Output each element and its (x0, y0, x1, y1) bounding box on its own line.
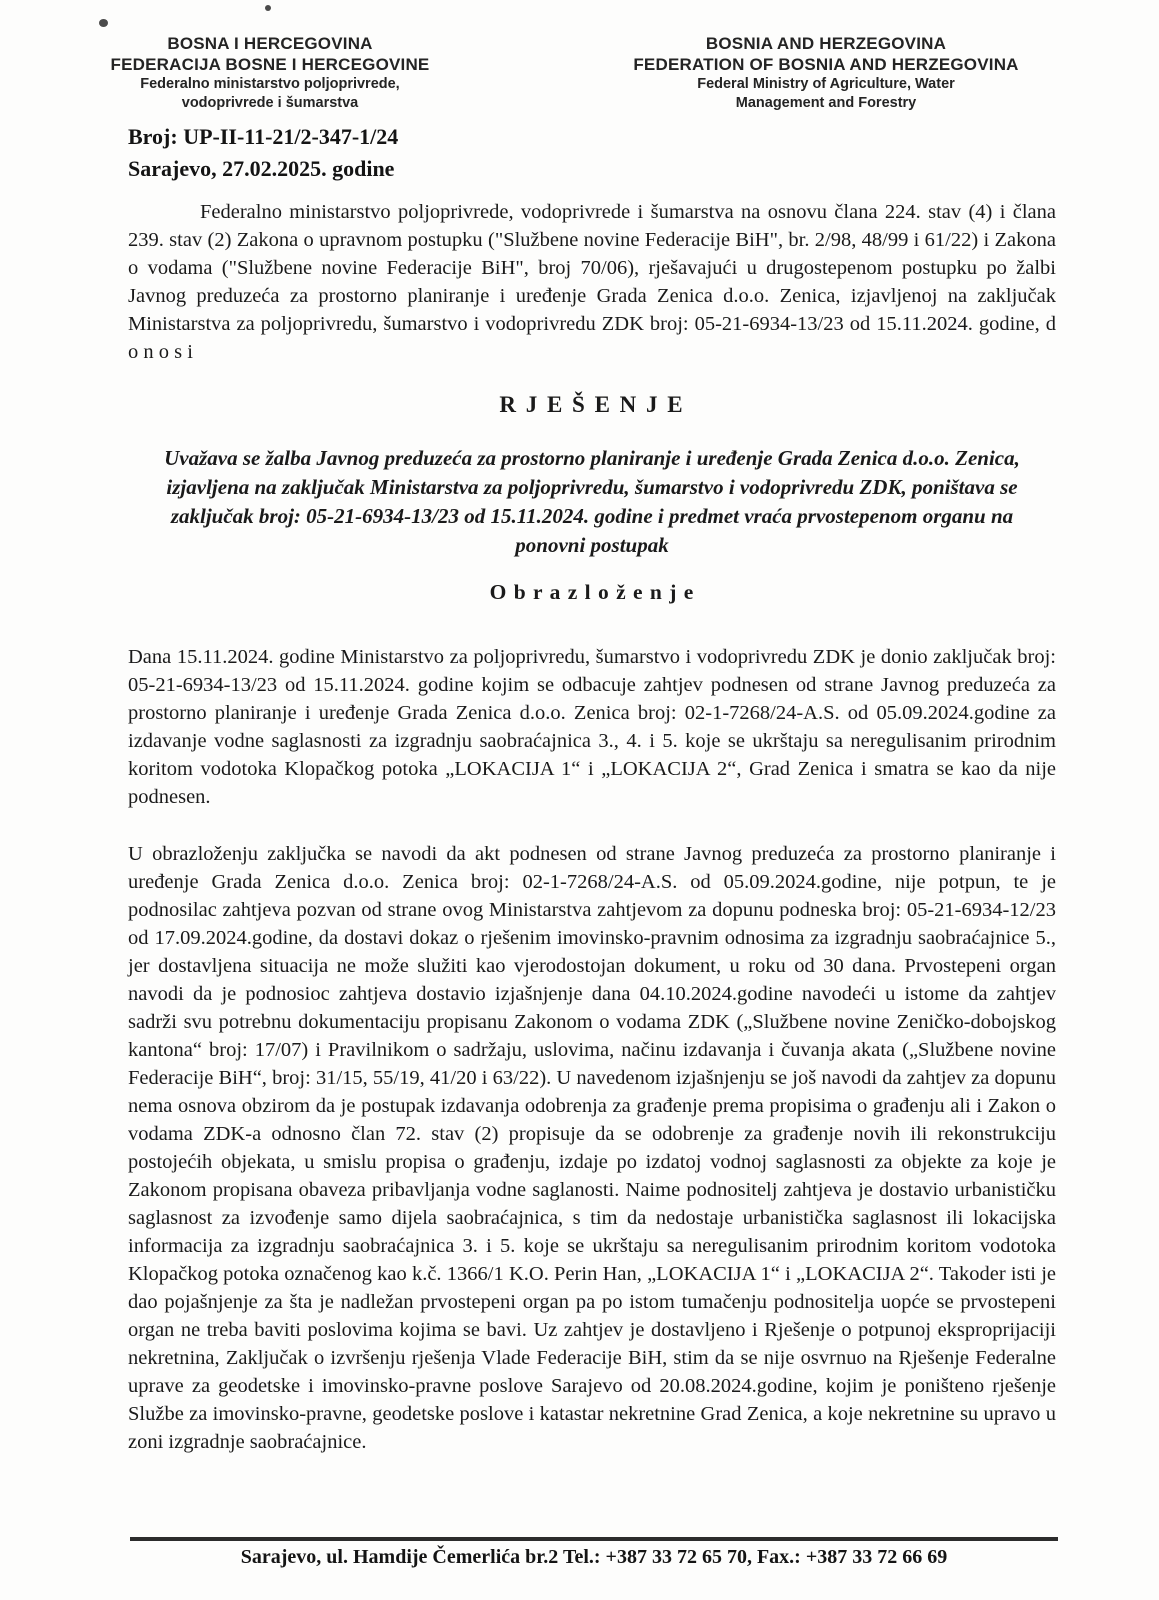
letterhead-ministry-bs-1: Federalno ministarstvo poljoprivrede, (140, 76, 400, 92)
explanation-paragraph-1 (128, 643, 1056, 811)
letterhead-federation-bs: FEDERACIJA BOSNE I HERCEGOVINE (110, 55, 430, 74)
letterhead-bosnian (70, 33, 470, 113)
explanation-paragraph-2 (128, 840, 1056, 1456)
intro-paragraph (128, 198, 1056, 366)
letterhead-ministry-en-1: Federal Ministry of Agriculture, Water (697, 76, 955, 92)
place-date-line: Sarajevo, 27.02.2025. godine (128, 156, 395, 181)
letterhead-english (622, 33, 1030, 113)
explanation-heading: O b r a z l o ž e n j e (489, 580, 695, 604)
footer-divider (130, 1537, 1058, 1541)
letterhead-country-en: BOSNIA AND HERZEGOVINA (705, 34, 947, 53)
case-number-line: Broj: UP-II-11-21/2-347-1/24 (128, 124, 399, 149)
letterhead-country-bs: BOSNA I HERCEGOVINA (167, 34, 373, 53)
scan-speck (99, 19, 108, 27)
scan-speck (265, 5, 271, 11)
explanation-paragraph-2-text: U obrazloženju zaključka se navodi da akt podnesen od strane Javnog preduzeća za prostorno planiranje i uređenje Grada Zenica d.o.o. Zenica broj: 02-1-7268/24-A.S. od 05.09.2024.godine, nije potpun, te je podnosilac zahtjeva pozvan od strane ovog Ministarstva zahtjevom za dopunu podneska broj: 05-21-6934-12/23 od 17.09.2024.godine, da dostavi dokaz o rješenim imovinsko-pravnim odnosima za izgradnju saobraćajnice 5., jer dostavljena situacija ne može služiti kao vjerodostojan dokument, u roku od 30 dana. Prvostepeni organ navodi da je podnosioc zahtjeva dostavio izjašnjenje dana 04.10.2024.godine navodeći u istome da zahtjev sadrži svu potrebnu dokumentaciju propisanu Zakonom o vodama ZDK („Službene novine Zeničko-dobojskog kantona“ broj: 17/07) i Pravilnikom o sadržaju, uslovima, načinu izdavanja i čuvanja akata („Službene novine Federacije BiH“, broj: 31/15, 55/19, 41/20 i 63/22). U navedenom izjašnjenju se još navodi da zahtjev za dopunu nema osnova obzirom da je postupak izdavanja odobrenja za građenje prema propisima o građenju ali i Zakon o vodama ZDK-a odnosno član 72. stav (2) propisuje da se odobrenje za građenje novih ili rekonstrukciju postojećih objekata, u smislu propisa o građenju, izdaje po izdatoj vodnoj saglasnosti za objekte za koje je Zakonom propisana obaveza pribavljanja vodne saglanosti. Naime podnositelj zahtjeva je dostavio urbanističku saglasnost za izvođenje samo dijela saobraćajnica, s tim da nedostaje urbanistička saglasnost ili lokacijska informacija za izgradnju saobraćajnica 3. i 5. koje se ukrštaju sa neregulisanim prirodnim koritom vodotoka Klopačkog potoka označenog kao k.č. 1366/1 K.O. Perin Han, „LOKACIJA 1“ i „LOKACIJA 2“. Takoder isti je dao pojašnjenje za šta je nadležan prvostepeni organ pa po istom tumačenju podnositelja uopće se prvostepeni organ ne treba baviti poslovima kojima se bavi. Uz zahtjev je dostavljeno i Rješenje o potpunoj eksproprijaciji nekretnina, Zaključak o izvršenju rješenja Vlade Federacije BiH, stim da se nije osvrnuo na Rješenje Federalne uprave za geodetske i imovinsko-pravne poslove Sarajevo od 20.08.2024.godine, kojim je poništeno rješenje Službe za imovinsko-pravne, geodetske poslove i katastar nekretnine Grad Zenica, a koje nekretnine su upravo u zoni izgradnje saobraćajnice. (128, 843, 1056, 1453)
footer-address-line: Sarajevo, ul. Hamdije Čemerlića br.2 Tel.: +387 33 72 65 70, Fax.: +387 33 72 66 69 (240, 1546, 948, 1568)
intro-paragraph-text: Federalno ministarstvo poljoprivrede, vodoprivrede i šumarstva na osnovu člana 224. stav (4) i člana 239. stav (2) Zakona o upravnom postupku ("Službene novine Federacije BiH", br. 2/98, 48/99 i 61/22) i Zakona o vodama ("Službene novine Federacije BiH", broj 70/06), rješavajući u drugostepenom postupku po žalbi Javnog preduzeća za prostorno planiranje i uređenje Grada Zenica d.o.o. Zenica, izjavljenoj na zaključak Ministarstva za poljoprivredu, šumarstvo i vodoprivredu ZDK broj: 05-21-6934-13/23 od 15.11.2024. godine, d o n o s i (128, 201, 1056, 363)
letterhead-ministry-en-2: Management and Forestry (735, 95, 917, 111)
reference-block (128, 121, 398, 185)
letterhead-federation-en: FEDERATION OF BOSNIA AND HERZEGOVINA (633, 55, 1019, 74)
decision-operative-text: Uvažava se žalba Javnog preduzeća za prostorno planiranje i uređenje Grada Zenica d.o.o. Zenica, izjavljena na zaključak Ministarstva za poljoprivredu, šumarstvo i vodoprivredu ZDK, poništava se zaključak broj: 05-21-6934-13/23 od 15.11.2024. godine i predmet vraća prvostepenom organu na ponovni postupak (164, 446, 1020, 557)
letterhead-ministry-bs-2: vodoprivrede i šumarstva (181, 95, 359, 111)
decision-heading: R J E Š E N J E (499, 392, 685, 417)
explanation-paragraph-1-text: Dana 15.11.2024. godine Ministarstvo za poljoprivredu, šumarstvo i vodoprivredu ZDK je donio zaključak broj: 05-21-6934-13/23 od 15.11.2024. godine kojim se odbacuje zahtjev podnesen od strane Javnog preduzeća za prostorno planiranje i uređenje Grada Zenica d.o.o. Zenica broj: 02-1-7268/24-A.S. od 05.09.2024.godine za izdavanje vodne saglasnosti za izgradnju saobraćajnica 3., 4. i 5. koje se ukrštaju sa neregulisanim prirodnim koritom vodotoka Klopačkog potoka „LOKACIJA 1“ i „LOKACIJA 2“, Grad Zenica i smatra se kao da nije podnesen. (128, 646, 1056, 808)
